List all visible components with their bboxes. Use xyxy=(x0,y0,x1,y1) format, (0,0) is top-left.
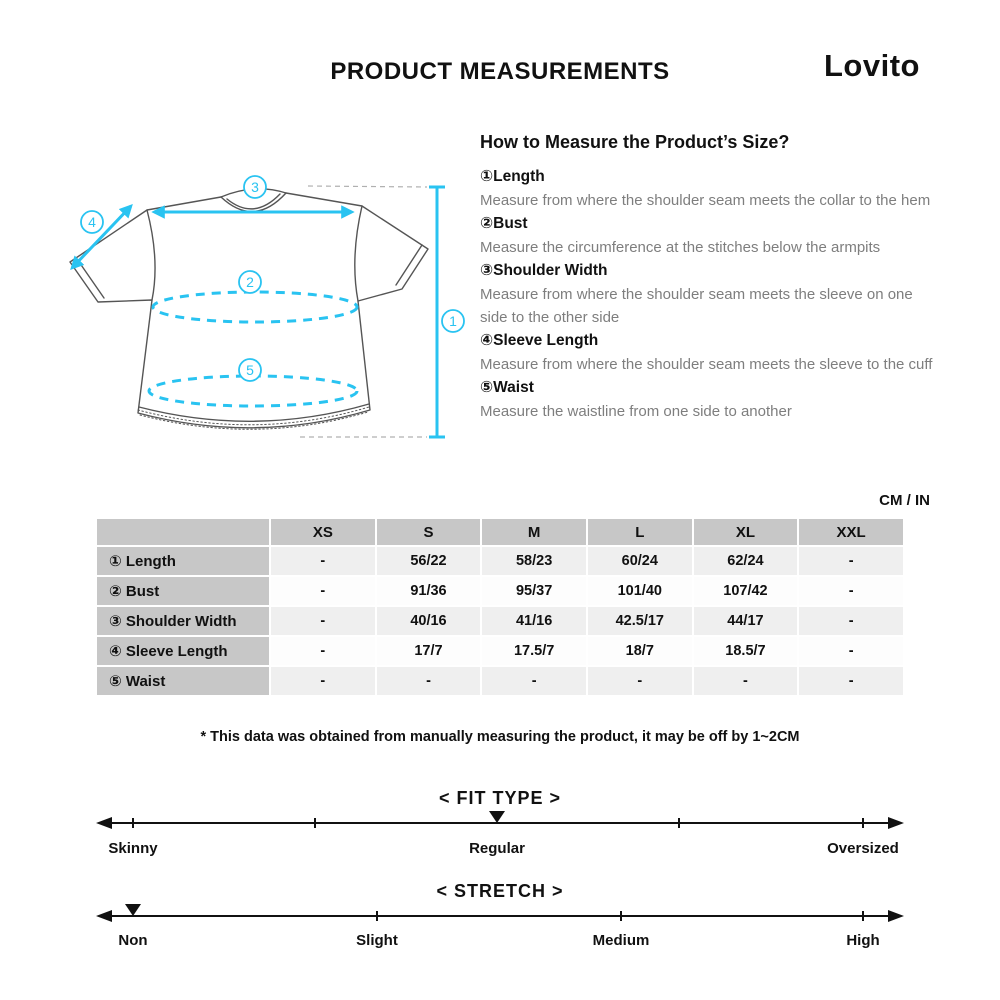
cell: 91/36 xyxy=(377,577,481,605)
scale-arrow-left xyxy=(96,910,112,922)
measure-item-label: ①Length xyxy=(480,168,545,185)
size-col-header-xs: XS xyxy=(271,519,375,545)
size-table-header-row xyxy=(97,519,903,545)
brand-logo: Lovito xyxy=(824,48,920,83)
table-row-bust xyxy=(97,577,903,605)
fit-type-title: < FIT TYPE > xyxy=(438,788,562,808)
measure-item-desc: Measure the waistline from one side to another xyxy=(480,403,792,420)
measure-item-waist xyxy=(480,376,938,423)
fit-type-scale xyxy=(0,809,1000,837)
measure-item-desc: Measure from where the shoulder seam meets the sleeve to the cuff xyxy=(480,356,933,373)
tshirt-outline xyxy=(70,189,428,429)
measure-item-label: ③Shoulder Width xyxy=(480,262,608,279)
cell: - xyxy=(799,667,903,695)
cell: 56/22 xyxy=(377,547,481,575)
measure-item-bust xyxy=(480,212,938,259)
measure-item-desc: Measure from where the shoulder seam meets the collar to the hem xyxy=(480,192,931,209)
cell: - xyxy=(271,607,375,635)
cell: 107/42 xyxy=(694,577,798,605)
measure-item-sleeve-length xyxy=(480,329,938,376)
cell: 60/24 xyxy=(588,547,692,575)
measure-item-label: ④Sleeve Length xyxy=(480,332,599,349)
stretch-scale xyxy=(0,902,1000,930)
stretch-title: < STRETCH > xyxy=(436,881,564,901)
cell: - xyxy=(482,667,586,695)
cell: 95/37 xyxy=(482,577,586,605)
how-to-measure-section xyxy=(480,132,938,423)
table-row-sleeve-length xyxy=(97,637,903,665)
cell: - xyxy=(377,667,481,695)
size-col-header-xxl: XXL xyxy=(799,519,903,545)
cell: 44/17 xyxy=(694,607,798,635)
stretch-label-slight: Slight xyxy=(356,932,398,949)
stretch-label-high: High xyxy=(846,932,880,949)
cell: - xyxy=(799,637,903,665)
diagram-callouts xyxy=(81,176,464,381)
stretch-marker xyxy=(125,904,141,916)
cell: - xyxy=(271,547,375,575)
table-row-shoulder-width xyxy=(97,607,903,635)
cell: 18/7 xyxy=(588,637,692,665)
length-callout: 1 xyxy=(449,313,457,329)
table-row-length xyxy=(97,547,903,575)
cell: - xyxy=(588,667,692,695)
fit-type-marker xyxy=(489,811,505,823)
fit-label-skinny: Skinny xyxy=(108,840,158,857)
size-col-header-xl: XL xyxy=(694,519,798,545)
waist-callout: 5 xyxy=(246,362,254,378)
fit-label-oversized: Oversized xyxy=(827,840,899,857)
bust-line xyxy=(153,292,357,322)
tshirt-measurement-diagram xyxy=(50,160,480,460)
scale-arrow-left xyxy=(96,817,112,829)
units-label: CM / IN xyxy=(879,492,930,509)
leader-lines xyxy=(300,186,427,437)
measure-item-label: ②Bust xyxy=(480,215,528,232)
cell: - xyxy=(799,577,903,605)
cell: 18.5/7 xyxy=(694,637,798,665)
scale-arrow-right xyxy=(888,910,904,922)
cell: - xyxy=(694,667,798,695)
size-col-header-l: L xyxy=(588,519,692,545)
cell: 17.5/7 xyxy=(482,637,586,665)
shoulder-width-callout: 3 xyxy=(251,179,259,195)
row-label: ② Bust xyxy=(97,577,269,605)
cell: 17/7 xyxy=(377,637,481,665)
page-title: PRODUCT MEASUREMENTS xyxy=(330,58,670,85)
row-label: ⑤ Waist xyxy=(97,667,269,695)
size-table xyxy=(95,517,905,697)
stretch-label-medium: Medium xyxy=(592,932,650,949)
cell: - xyxy=(271,667,375,695)
measurement-disclaimer: * This data was obtained from manually measuring the product, it may be off by 1~2CM xyxy=(200,729,800,745)
size-col-header-s: S xyxy=(377,519,481,545)
stretch-label-non: Non xyxy=(118,932,148,949)
measure-item-label: ⑤Waist xyxy=(480,379,534,396)
cell: 62/24 xyxy=(694,547,798,575)
cell: - xyxy=(799,607,903,635)
cell: 58/23 xyxy=(482,547,586,575)
how-to-measure-title: How to Measure the Product’s Size? xyxy=(480,132,790,152)
sleeve-length-callout: 4 xyxy=(88,214,96,230)
measure-item-desc: Measure the circumference at the stitches below the armpits xyxy=(480,239,881,256)
measure-item-length xyxy=(480,165,938,212)
cell: 42.5/17 xyxy=(588,607,692,635)
size-col-header-m: M xyxy=(482,519,586,545)
size-col-header xyxy=(97,519,269,545)
cell: 41/16 xyxy=(482,607,586,635)
measurement-lines xyxy=(72,187,445,437)
scale-arrow-right xyxy=(888,817,904,829)
cell: - xyxy=(271,577,375,605)
fit-label-regular: Regular xyxy=(469,840,525,857)
bust-callout: 2 xyxy=(246,274,254,290)
cell: 40/16 xyxy=(377,607,481,635)
cell: - xyxy=(271,637,375,665)
row-label: ③ Shoulder Width xyxy=(97,607,269,635)
measure-item-desc: Measure from where the shoulder seam meets the sleeve on one side to the other side xyxy=(480,286,913,326)
row-label: ① Length xyxy=(97,547,269,575)
row-label: ④ Sleeve Length xyxy=(97,637,269,665)
measure-item-shoulder-width xyxy=(480,259,938,329)
cell: - xyxy=(799,547,903,575)
cell: 101/40 xyxy=(588,577,692,605)
table-row-waist xyxy=(97,667,903,695)
